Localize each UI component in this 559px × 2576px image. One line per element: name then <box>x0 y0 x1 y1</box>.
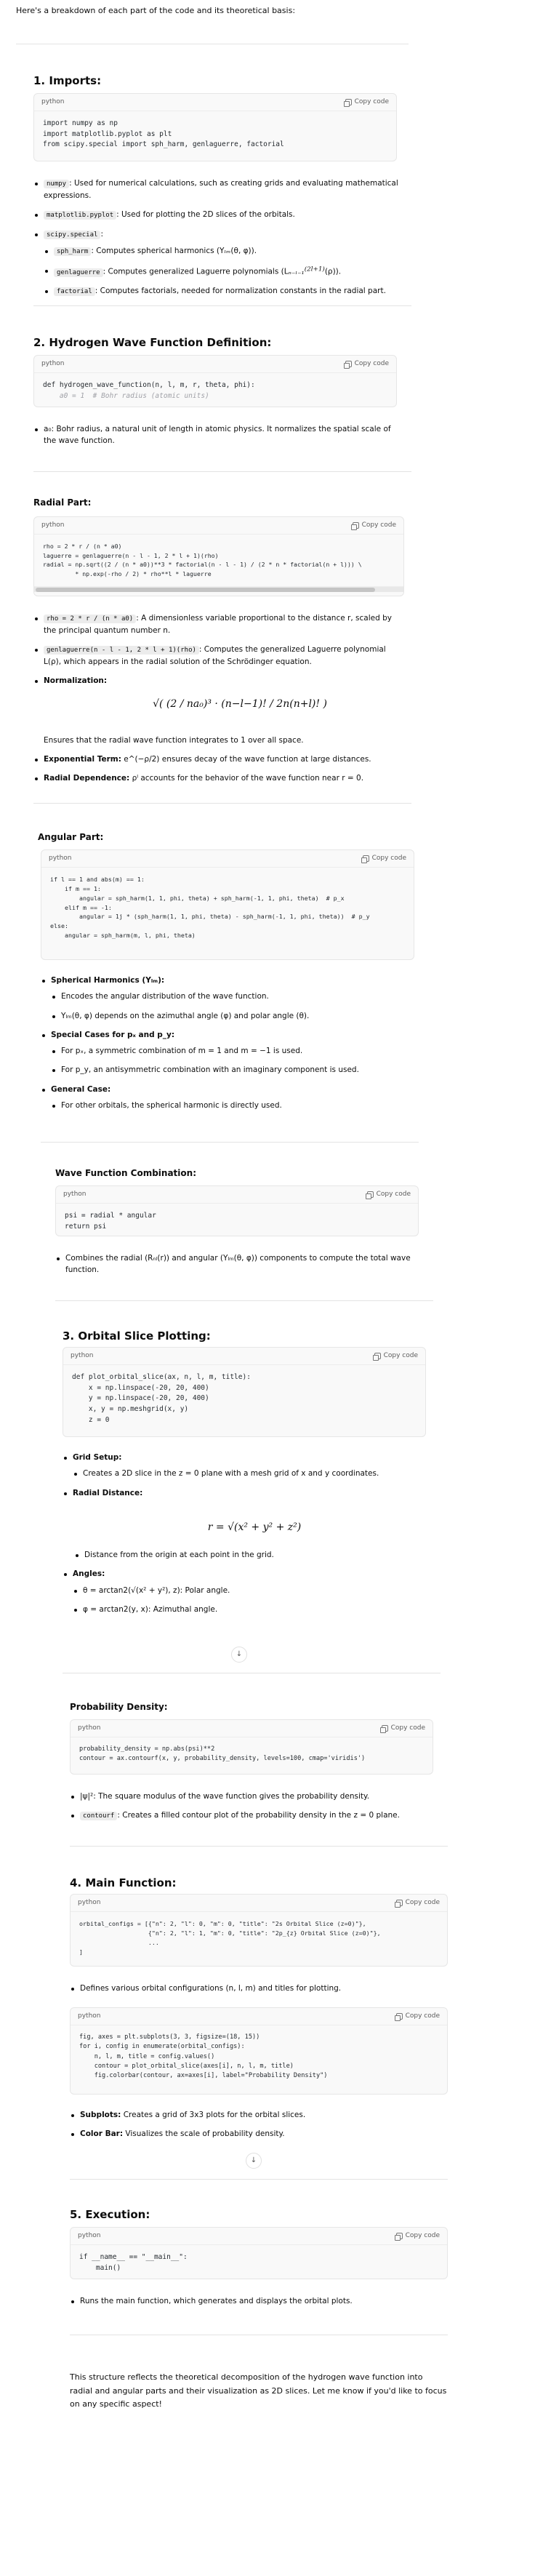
code-block-plotting: python Copy code def plot_orbital_slice(ax, n, l, m, title): x = np.linspace(-20, 20, 400) y = np.linspace(-20, 20, 400) x, y = np.meshgrid(x, y) z = 0 <box>63 1347 426 1437</box>
radial-list <box>33 612 404 695</box>
copy-code-button[interactable]: Copy code <box>382 1724 425 1734</box>
arrow-down-icon: ↓ <box>250 2156 257 2165</box>
scroll-down-button[interactable] <box>246 2153 262 2169</box>
copy-code-button[interactable]: Copy code <box>345 97 389 108</box>
section-title-angular: Angular Part: <box>38 832 104 842</box>
copy-code-button[interactable]: Copy code <box>353 521 396 531</box>
divider <box>33 305 411 306</box>
copy-code-button[interactable]: Copy code <box>374 1351 418 1361</box>
list-item: scipy.special : sph_harm : Computes spherical harmonics (Yₗₘ(θ, φ)). genlaguerre : Computes generalized Laguerre polynomials (Lₙ₋ₗ₋₁$^{(2l+1)}$(ρ)). factorial : Computes factorials, needed for normalization constants in the radial part. <box>33 228 404 297</box>
list-item: matplotlib.pyplot : Used for plotting the 2D slices of the orbitals. <box>33 209 404 221</box>
copy-icon <box>396 2233 403 2239</box>
copy-icon <box>374 1353 381 1359</box>
list-item: Combines the radial (Rₙₗ(r)) and angular (Yₗₘ(θ, φ)) components to compute the total wave function. <box>55 1252 419 1276</box>
code-content: if l == 1 and abs(m) == 1: if m == 1: angular = sph_harm(1, 1, phi, theta) + sph_harm(-1, 1, phi, theta) # p_x elif m == -1: angular = 1j * (sph_harm(1, 1, phi, theta) - sph_harm(-1, 1, phi, theta)) # p_y else: angular = sph_harm(m, l, phi, theta) <box>50 876 370 940</box>
divider <box>70 2179 448 2180</box>
list-item: Encodes the angular distribution of the wave function. <box>51 991 411 1002</box>
divider <box>55 1300 433 1301</box>
code-content: rho = 2 * r / (n * a0) laguerre = genlaguerre(n - l - 1, 2 * l + 1)(rho) radial = np.sqrt((2 / (n * a0))**3 * factorial(n - l - 1) / (2 * n * factorial(n + l))) \ * np.exp(-rho / 2) * rho**l * laguerre <box>43 543 362 578</box>
list-item: sph_harm : Computes spherical harmonics (Yₗₘ(θ, φ)). <box>44 245 404 257</box>
copy-icon <box>396 2013 403 2020</box>
section-title-imports: 1. Imports: <box>33 74 102 87</box>
list-item: a₀: Bohr radius, a natural unit of length in atomic physics. It normalizes the spatial scale of the wave function. <box>33 423 397 447</box>
code-block-imports <box>33 93 397 161</box>
code-content: probability_density = np.abs(psi)**2 contour = ax.contourf(x, y, probability_density, levels=100, cmap='viridis') <box>79 1745 366 1763</box>
list-item: Spherical Harmonics (Yₗₘ): Encodes the angular distribution of the wave function. Yₗₘ(θ, φ) depends on the azimuthal angle (φ) and polar angle (θ). <box>41 975 411 1022</box>
code-content: if __name__ == "__main__": main() <box>79 2253 188 2272</box>
copy-code-button[interactable]: Copy code <box>396 2012 440 2022</box>
radial-list-2 <box>33 753 404 792</box>
angular-list <box>41 975 411 1119</box>
copy-icon <box>396 1900 403 1906</box>
list-item: |ψ|²: The square modulus of the wave function gives the probability density. <box>70 1791 433 1802</box>
combination-list <box>55 1252 419 1284</box>
code-block-probability: python Copy code probability_density = np.abs(psi)**2 contour = ax.contourf(x, y, probability_density, levels=100, cmap='viridis') <box>70 1719 433 1775</box>
list-item: Runs the main function, which generates and displays the orbital plots. <box>70 2295 441 2307</box>
list-item: Radial Dependence: ρˡ accounts for the behavior of the wave function near r = 0. <box>33 772 404 784</box>
list-item: contourf : Creates a filled contour plot of the probability density in the z = 0 plane. <box>70 1809 433 1822</box>
plotting-list <box>63 1452 426 1506</box>
divider <box>41 1142 419 1143</box>
list-item: Radial Distance: <box>63 1487 426 1499</box>
outro-text: This structure reflects the theoretical decomposition of the hydrogen wave function into radial and angular parts and their visualization as 2D slices. Let me know if you'd like to focus on any specific aspect! <box>70 2372 447 2409</box>
code-block-angular: python Copy code if l == 1 and abs(m) == 1: if m == 1: angular = sph_harm(1, 1, phi, theta) + sph_harm(-1, 1, phi, theta) # p_x elif m == -1: angular = 1j * (sph_harm(1, 1, phi, theta) - sph_harm(-1, 1, phi, theta)) # p_y else: angular = sph_harm(m, l, phi, theta) <box>41 849 414 960</box>
divider <box>33 471 411 472</box>
code-block-wave-function: python Copy code def hydrogen_wave_function(n, l, m, r, theta, phi): a0 = 1 # Bohr radius (atomic units) <box>33 355 397 407</box>
code-block-main-configs: python Copy code orbital_configs = [{"n": 2, "l": 0, "m": 0, "title": "2s Orbital Slice (z=0)"}, {"n": 2, "l": 1, "m": 0, "title": "2p_{z} Orbital Slice (z=0)"}, ... ] <box>70 1894 448 1967</box>
imports-list <box>33 177 404 305</box>
list-item: θ = arctan2(√(x² + y²), z): Polar angle. <box>73 1585 426 1596</box>
list-item: For other orbitals, the spherical harmonic is directly used. <box>51 1100 411 1111</box>
execution-list <box>70 2295 441 2314</box>
scroll-down-button[interactable] <box>231 1647 247 1663</box>
code-content: orbital_configs = [{"n": 2, "l": 0, "m": 0, "title": "2s Orbital Slice (z=0)"}, {"n": 2, "l": 1, "m": 0, "title": "2p_{z} Orbital Slice (z=0)"}, ... ] <box>79 1920 381 1956</box>
section-title-radial: Radial Part: <box>33 497 92 508</box>
list-item: φ = arctan2(y, x): Azimuthal angle. <box>73 1604 426 1615</box>
copy-icon <box>382 1725 388 1732</box>
radial-distance-formula: r = √(x² + y² + z²) <box>207 1521 302 1533</box>
list-item: Distance from the origin at each point in the grid. <box>74 1549 426 1561</box>
list-item: For pₓ, a symmetric combination of m = 1 and m = −1 is used. <box>51 1045 411 1057</box>
code-block-execution: python Copy code if __name__ == "__main__": main() <box>70 2227 448 2279</box>
list-item: factorial : Computes factorials, needed for normalization constants in the radial part. <box>44 285 404 297</box>
list-item: rho = 2 * r / (n * a0) : A dimensionless variable proportional to the distance r, scaled by the principal quantum number n. <box>33 612 404 636</box>
list-item: Grid Setup: Creates a 2D slice in the z = 0 plane with a mesh grid of x and y coordinates. <box>63 1452 426 1480</box>
copy-icon <box>367 1191 374 1198</box>
code-block-main-loop: python Copy code fig, axes = plt.subplots(3, 3, figsize=(18, 15)) for i, config in enumerate(orbital_configs): n, l, m, title = config.values() contour = plot_orbital_slice(axes[i], n, l, m, title) fig.colorbar(contour, ax=axes[i], label="Probability Density") <box>70 2007 448 2095</box>
copy-code-button[interactable]: Copy code <box>396 2231 440 2241</box>
list-item: Angles: θ = arctan2(√(x² + y²), z): Polar angle. φ = arctan2(y, x): Azimuthal angle. <box>63 1568 426 1615</box>
normalization-note: Ensures that the radial wave function integrates to 1 over all space. <box>44 736 304 745</box>
section-title-plotting: 3. Orbital Slice Plotting: <box>63 1329 211 1343</box>
list-item: General Case: For other orbitals, the spherical harmonic is directly used. <box>41 1084 411 1112</box>
code-content: def plot_orbital_slice(ax, n, l, m, title): x = np.linspace(-20, 20, 400) y = np.linspace(-20, 20, 400) x, y = np.meshgrid(x, y) z = 0 <box>72 1373 251 1424</box>
list-item: Normalization: <box>33 675 404 687</box>
section-title-main: 4. Main Function: <box>70 1876 177 1889</box>
section-title-wave-function: 2. Hydrogen Wave Function Definition: <box>33 336 272 349</box>
wave-function-list <box>33 423 397 455</box>
section-title-execution: 5. Execution: <box>70 2208 150 2221</box>
list-item: Exponential Term: e^(−ρ/2) ensures decay of the wave function at large distances. <box>33 753 404 765</box>
copy-code-button[interactable]: Copy code <box>367 1190 411 1200</box>
list-item: genlaguerre(n - l - 1, 2 * l + 1)(rho) : Computes the generalized Laguerre polynomial L(ρ), which appears in the radial solution of the Schrödinger equation. <box>33 644 404 668</box>
list-item: Yₗₘ(θ, φ) depends on the azimuthal angle (φ) and polar angle (θ). <box>51 1010 411 1022</box>
copy-icon <box>353 522 359 529</box>
list-item: Defines various orbital configurations (n, l, m) and titles for plotting. <box>70 1983 441 1994</box>
list-item: Color Bar: Visualizes the scale of probability density. <box>70 2128 441 2140</box>
copy-icon <box>345 361 352 367</box>
main-list <box>70 1983 441 2001</box>
list-item: numpy : Used for numerical calculations, such as creating grids and evaluating mathematical expressions. <box>33 177 404 201</box>
copy-code-button[interactable]: Copy code <box>345 359 389 369</box>
horizontal-scrollbar[interactable] <box>34 586 403 592</box>
copy-code-button[interactable]: Copy code <box>396 1898 440 1908</box>
probability-list <box>70 1791 433 1829</box>
divider <box>33 803 411 804</box>
intro-text: Here's a breakdown of each part of the code and its theoretical basis: <box>16 6 296 15</box>
section-title-combination: Wave Function Combination: <box>55 1168 196 1178</box>
list-item: Subplots: Creates a grid of 3x3 plots for the orbital slices. <box>70 2109 441 2121</box>
section-title-probability: Probability Density: <box>70 1702 168 1712</box>
divider <box>70 1846 448 1847</box>
code-content: def hydrogen_wave_function(n, l, m, r, theta, phi): a0 = 1 # Bohr radius (atomic units) <box>43 381 255 400</box>
code-content: import numpy as np import matplotlib.pyplot as plt from scipy.special import sph_harm, genlaguerre, factorial <box>43 119 284 149</box>
list-item: For p_y, an antisymmetric combination with an imaginary component is used. <box>51 1064 411 1076</box>
code-block-radial: python Copy code rho = 2 * r / (n * a0) laguerre = genlaguerre(n - l - 1, 2 * l + 1)(rho) radial = np.sqrt((2 / (n * a0))**3 * factorial(n - l - 1) / (2 * n * factorial(n + l))) \ * np.exp(-rho / 2) * rho**l * laguerre <box>33 516 404 596</box>
copy-icon <box>345 99 352 105</box>
list-item: Creates a 2D slice in the z = 0 plane with a mesh grid of x and y coordinates. <box>73 1468 426 1479</box>
copy-code-button[interactable]: Copy code <box>363 854 406 864</box>
plotting-list-2 <box>63 1549 426 1623</box>
code-content: psi = radial * angular return psi <box>65 1212 156 1231</box>
list-item: Special Cases for pₓ and p_y: For pₓ, a symmetric combination of m = 1 and m = −1 is used. For p_y, an antisymmetric combination with an imaginary component is used. <box>41 1029 411 1076</box>
code-content: fig, axes = plt.subplots(3, 3, figsize=(18, 15)) for i, config in enumerate(orbital_configs): n, l, m, title = config.values() contour = plot_orbital_slice(axes[i], n, l, m, title) fig.colorbar(contour, ax=axes[i], label="Probability Density") <box>79 2033 328 2080</box>
main-list-2 <box>70 2109 441 2148</box>
code-block-combination: python Copy code psi = radial * angular return psi <box>55 1185 419 1236</box>
arrow-down-icon: ↓ <box>236 1650 243 1659</box>
list-item: genlaguerre : Computes generalized Laguerre polynomials (Lₙ₋ₗ₋₁$^{(2l+1)}$(ρ)). <box>44 265 404 278</box>
copy-icon <box>363 855 369 862</box>
normalization-formula: √( (2 / na₀)³ · (n−l−1)! / 2n(n+l)! ) <box>153 698 327 710</box>
code-language: python <box>41 97 65 105</box>
